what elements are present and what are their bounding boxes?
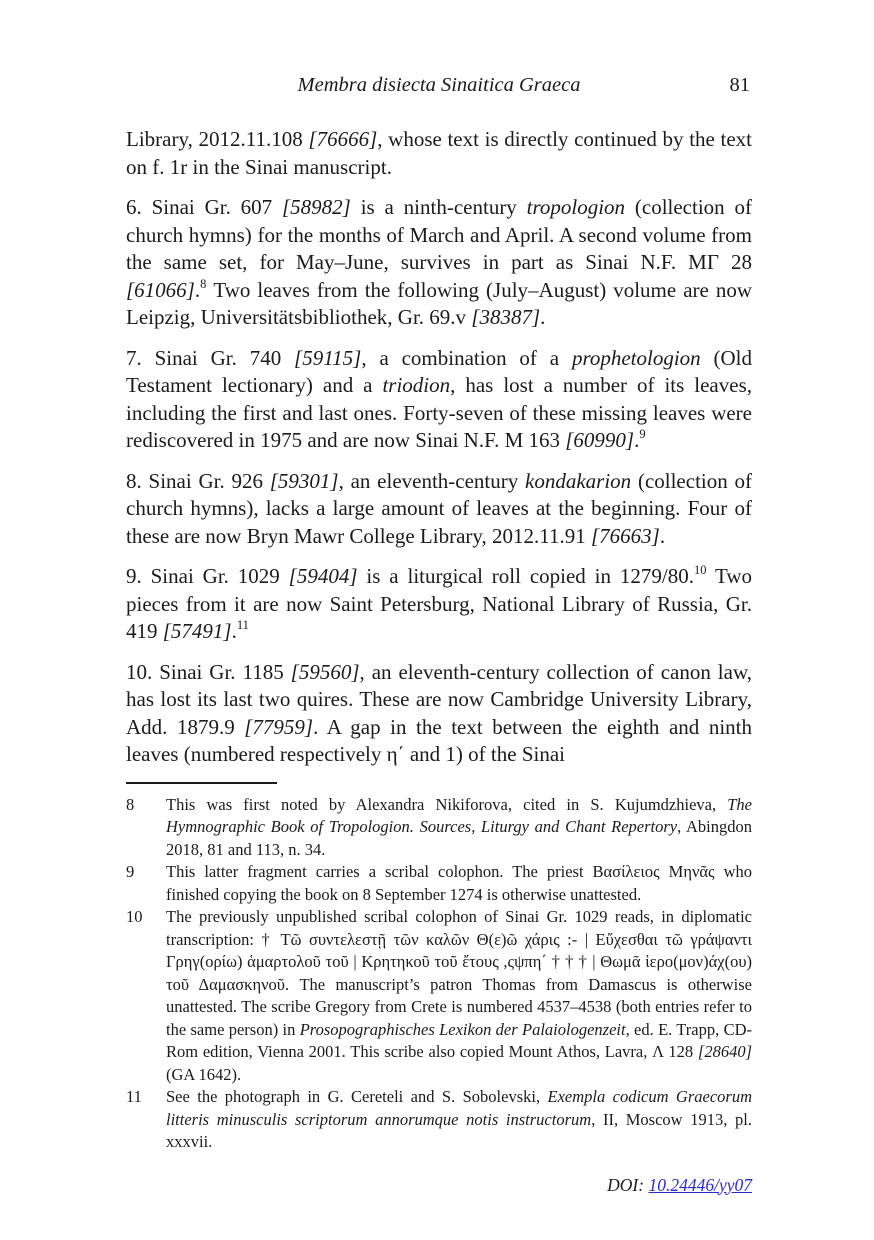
running-head-title: Membra disiecta Sinaitica Graeca — [297, 74, 581, 96]
footnote-11 — [126, 1086, 752, 1154]
footnote-8 — [126, 794, 752, 862]
footnote-number: 11 — [126, 1087, 142, 1106]
footnote-separator-rule — [126, 782, 277, 784]
paragraph-continuation: Library, 2012.11.108 [76666], whose text is directly continued by the text on f. 1r in the Sinai manuscript. — [126, 127, 752, 179]
paragraph-item-9: 9. Sinai Gr. 1029 [59404] is a liturgical roll copied in 1279/80.10 Two pieces from it are now Saint Petersburg, National Library of Russia, Gr. 419 [57491].$^{11}$ — [126, 563, 752, 643]
footnote-text: This was first noted by Alexandra Nikiforova, cited in S. Kujumdzhieva, The Hymnographic Book of Tropologion. Sources, Liturgy and Chant Repertory, Abingdon 2018, 81 and 113, n. 34. — [166, 794, 752, 859]
footnote-number: 9 — [126, 862, 135, 881]
footnote-number: 8 — [126, 794, 135, 814]
paragraph-item-10: 10. Sinai Gr. 1185 [59560], an eleventh-century collection of canon law, has lost its last two quires. These are now Cambridge University Library, Add. 1879.9 [77959]. A gap in the text between the eighth and ninth leaves (numbered respectively η΄ and 1) of the Sinai — [126, 659, 753, 766]
footnote-number: 10 — [126, 907, 143, 926]
body-text — [126, 126, 752, 769]
doi-link[interactable]: 10.24446/yy07 — [648, 1174, 752, 1195]
footnote-9 — [126, 861, 752, 906]
text-block — [126, 72, 752, 1196]
paragraph-item-7: 7. Sinai Gr. 740 [59115], a combination of a prophetologion (Old Testament lectionary) and a triodion, has lost a number of its leaves, including the first and last ones. Forty-seven of these missing leaves were rediscovered in 1975 and are now Sinai N.F. M 163 [60990].$^9$ — [126, 345, 752, 452]
page-number: 81 — [729, 74, 750, 96]
footnote-text: See the photograph in G. Cereteli and S. Sobolevski, Exempla codicum Graecorum litteris minusculis scriptorum annorumque notis instructorum, II, Moscow 1913, pl. xxxvii. — [166, 1087, 753, 1151]
paragraph-item-6: 6. Sinai Gr. 607 [58982] is a ninth-century tropologion (collection of church hymns) for the months of March and April. A second volume from the same set, for May–June, survives in part as Sinai N.F. ΜΓ 28 [61066].$^8$ Two leaves from the following (July–August) volume are now Leipzig, Universitätsbibliothek, Gr. 69.v [38387]. — [126, 195, 752, 329]
footnote-text: The previously unpublished scribal colophon of Sinai Gr. 1029 reads, in diplomatic transcription: † Τῶ συντελεστῇ τῶν καλῶν Θ(ε)ῶ χάρις :- | Εὔχεσθαι τῶ γράψαντι Γρηγ(ορίω) ἁμαρτολοῦ τοῦ | Κρητηκοῦ τοῦ ἔτους ,ςψπη΄ † † † | Θωμᾶ ἱερο(μον)άχ(ου) τοῦ Δαμασκηνοῦ. The manuscript’s patron Thomas from Damascus is otherwise unattested. The scribe Gregory from Crete is numbered 4537–4538 (both entries refer to the same person) in Prosopographisches Lexikon der Palaiologenzeit, ed. E. Trapp, CD-Rom edition, Vienna 2001. This scribe also copied Mount Athos, Lavra, Λ 128 [28640] (GA 1642). — [166, 907, 752, 1084]
footnote-text: This latter fragment carries a scribal colophon. The priest Βασίλειος Μηνᾶς who finished copying the book on 8 September 1274 is otherwise unattested. — [166, 862, 752, 904]
running-head — [126, 72, 752, 100]
footnote-10 — [126, 906, 752, 1086]
paragraph-item-8: 8. Sinai Gr. 926 [59301], an eleventh-century kondakarion (collection of church hymns), lacks a large amount of leaves at the beginning. Four of these are now Bryn Mawr College Library, 2012.11.91 [76663]. — [126, 468, 752, 548]
doi-label: DOI: — [607, 1174, 649, 1195]
doi-line — [126, 1175, 752, 1196]
footnotes-section — [126, 794, 752, 1154]
